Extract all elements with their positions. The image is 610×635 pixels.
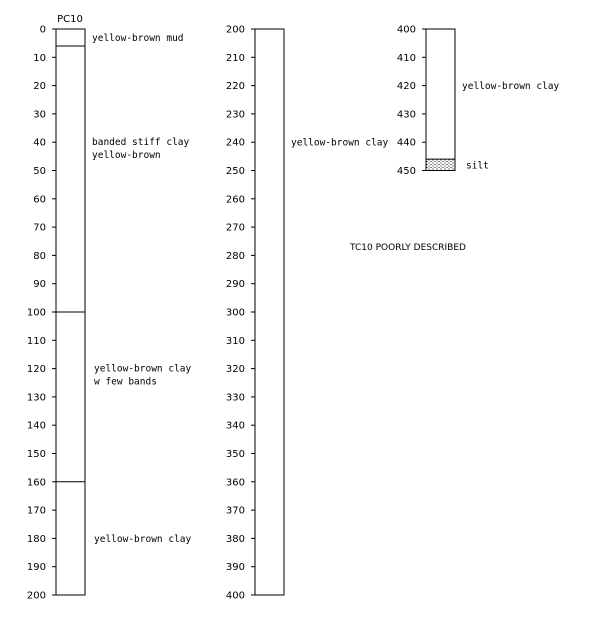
depth-tick-label: 250 bbox=[225, 166, 245, 177]
depth-tick-label: 360 bbox=[225, 477, 245, 489]
depth-tick-label: 420 bbox=[396, 81, 416, 93]
depth-tick-label: 30 bbox=[33, 109, 46, 121]
depth-tick-label: 90 bbox=[33, 279, 46, 291]
lithology-unit bbox=[56, 29, 85, 46]
depth-tick-label: 230 bbox=[225, 109, 245, 121]
depth-tick-label: 280 bbox=[225, 250, 245, 262]
depth-tick-label: 260 bbox=[225, 194, 245, 206]
depth-tick-label: 200 bbox=[26, 590, 46, 602]
depth-tick-label: 130 bbox=[26, 392, 46, 404]
lithology-unit bbox=[426, 159, 455, 170]
depth-tick-label: 440 bbox=[396, 137, 416, 149]
depth-tick-label: 400 bbox=[225, 590, 245, 602]
unit-description: yellow-brown clay bbox=[462, 81, 560, 93]
depth-tick-label: 10 bbox=[33, 52, 46, 64]
lithology-unit bbox=[426, 29, 455, 159]
core-title: PC10 bbox=[57, 14, 83, 25]
depth-tick-label: 320 bbox=[225, 364, 245, 376]
depth-tick-label: 400 bbox=[396, 24, 416, 36]
depth-tick-label: 80 bbox=[33, 250, 46, 262]
depth-tick-label: 140 bbox=[26, 420, 46, 432]
depth-tick-label: 380 bbox=[225, 533, 245, 545]
depth-tick-label: 310 bbox=[225, 335, 245, 347]
depth-tick-label: 330 bbox=[225, 392, 245, 404]
depth-tick-label: 180 bbox=[26, 533, 46, 545]
depth-tick-label: 170 bbox=[26, 505, 46, 517]
lithology-unit bbox=[56, 482, 85, 595]
unit-description: yellow-brown clay bbox=[94, 363, 192, 375]
depth-tick-label: 60 bbox=[33, 194, 46, 206]
unit-description: yellow-brown clay bbox=[94, 533, 192, 545]
unit-description: banded stiff clay bbox=[92, 137, 190, 149]
depth-tick-label: 300 bbox=[225, 307, 245, 319]
depth-tick-label: 190 bbox=[26, 562, 46, 574]
depth-tick-label: 20 bbox=[33, 81, 46, 93]
unit-description: silt bbox=[466, 160, 489, 172]
lithology-unit bbox=[56, 46, 85, 312]
depth-tick-label: 120 bbox=[26, 364, 46, 376]
depth-tick-label: 0 bbox=[39, 24, 46, 36]
depth-tick-label: 350 bbox=[225, 449, 245, 460]
depth-tick-label: 290 bbox=[225, 279, 245, 291]
depth-tick-label: 220 bbox=[225, 81, 245, 93]
depth-tick-label: 70 bbox=[33, 222, 46, 234]
depth-tick-label: 160 bbox=[26, 477, 46, 489]
depth-tick-label: 40 bbox=[33, 137, 46, 149]
depth-tick-label: 450 bbox=[396, 166, 416, 177]
depth-tick-label: 100 bbox=[26, 307, 46, 319]
depth-tick-label: 370 bbox=[225, 505, 245, 517]
lithology-unit bbox=[56, 312, 85, 482]
depth-tick-label: 410 bbox=[396, 52, 416, 64]
depth-tick-label: 240 bbox=[225, 137, 245, 149]
depth-tick-label: 200 bbox=[225, 24, 245, 36]
unit-description: w few bands bbox=[94, 376, 157, 388]
unit-description: yellow-brown clay bbox=[291, 137, 389, 149]
unit-description: yellow-brown bbox=[92, 150, 161, 162]
unit-description: yellow-brown mud bbox=[92, 32, 184, 44]
depth-tick-label: 110 bbox=[26, 335, 46, 347]
depth-tick-label: 390 bbox=[225, 562, 245, 574]
depth-tick-label: 50 bbox=[33, 166, 46, 177]
poor-description-note: TC10 POORLY DESCRIBED bbox=[350, 243, 466, 253]
lithology-unit bbox=[255, 29, 284, 595]
depth-tick-label: 210 bbox=[225, 52, 245, 64]
depth-tick-label: 270 bbox=[225, 222, 245, 234]
depth-tick-label: 340 bbox=[225, 420, 245, 432]
depth-tick-label: 430 bbox=[396, 109, 416, 121]
depth-tick-label: 150 bbox=[26, 449, 46, 460]
